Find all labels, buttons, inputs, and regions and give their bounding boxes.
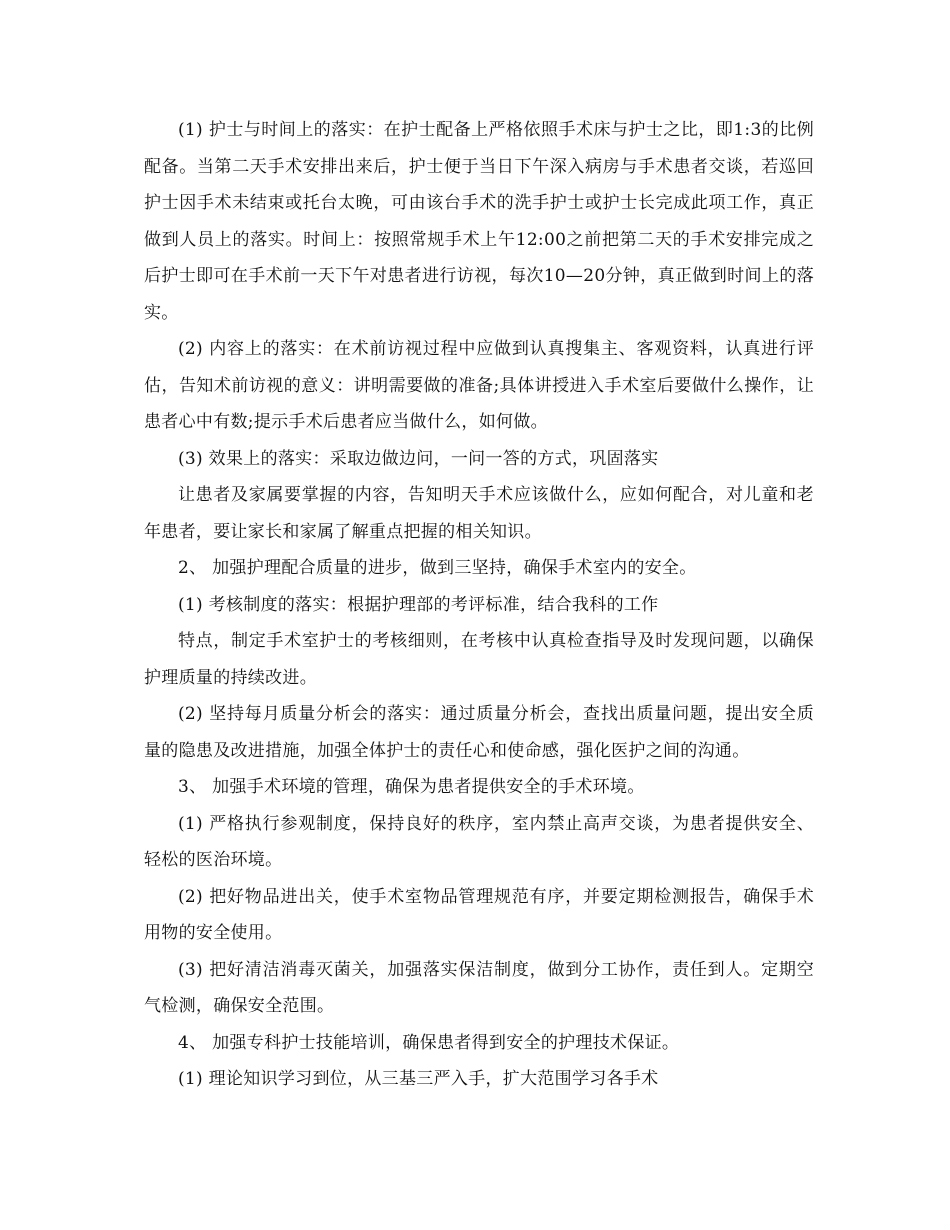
paragraph-7: 特点，制定手术室护士的考核细则，在考核中认真检查指导及时发现问题，以确保护理质量的持续改进。 [144, 631, 814, 688]
paragraph-1: (1) 护士与时间上的落实：在护士配备上严格依照手术床与护士之比，即1:3的比例配备。当第二天手术安排出来后，护士便于当日下午深入病房与手术患者交谈，若巡回护士因手术未结束或托台太晚，可由该台手术的洗手护士或护士长完成此项工作，真正做到人员上的落实。时间上：按照常规手术上午12:00之前把第二天的手术安排完成之后护士即可在手术前一天下午对患者进行访视，每次10—20分钟，真正做到时间上的落实。 [144, 120, 814, 323]
section-heading-3: 3、 加强手术环境的管理，确保为患者提供安全的手术环境。 [178, 777, 645, 797]
section-heading-4: 4、 加强专科护士技能培训，确保患者得到安全的护理技术保证。 [178, 1032, 680, 1053]
paragraph-12: (3) 把好清洁消毒灭菌关，加强落实保洁制度，做到分工协作，责任到人。定期空气检测，确保安全范围。 [144, 959, 814, 1016]
document-body [144, 112, 814, 1098]
section-heading-2: 2、 加强护理配合质量的进步，做到三坚持，确保手术室内的安全。 [178, 558, 697, 578]
paragraph-6: (1) 考核制度的落实：根据护理部的考评标准，结合我科的工作 [178, 594, 659, 615]
paragraph-4: 让患者及家属要掌握的内容，告知明天手术应该做什么，应如何配合，对儿童和老年患者，要让家长和家属了解重点把握的相关知识。 [144, 485, 814, 542]
paragraph-3: (3) 效果上的落实：采取边做边问，一问一答的方式，巩固落实 [178, 448, 659, 469]
paragraph-10: (1) 严格执行参观制度，保持良好的秩序，室内禁止高声交谈，为患者提供安全、轻松的医治环境。 [144, 813, 814, 870]
paragraph-8: (2) 坚持每月质量分析会的落实：通过质量分析会，查找出质量问题，提出安全质量的隐患及改进措施，加强全体护士的责任心和使命感，强化医护之间的沟通。 [144, 704, 814, 761]
paragraph-14: (1) 理论知识学习到位，从三基三严入手，扩大范围学习各手术 [178, 1069, 659, 1089]
paragraph-2: (2) 内容上的落实：在术前访视过程中应做到认真搜集主、客观资料，认真进行评估，告知术前访视的意义：讲明需要做的准备;具体讲授进入手术室后要做什么操作，让患者心中有数;提示手术后患者应当做什么，如何做。 [144, 339, 814, 432]
paragraph-11: (2) 把好物品进出关，使手术室物品管理规范有序，并要定期检测报告，确保手术用物的安全使用。 [144, 886, 814, 943]
